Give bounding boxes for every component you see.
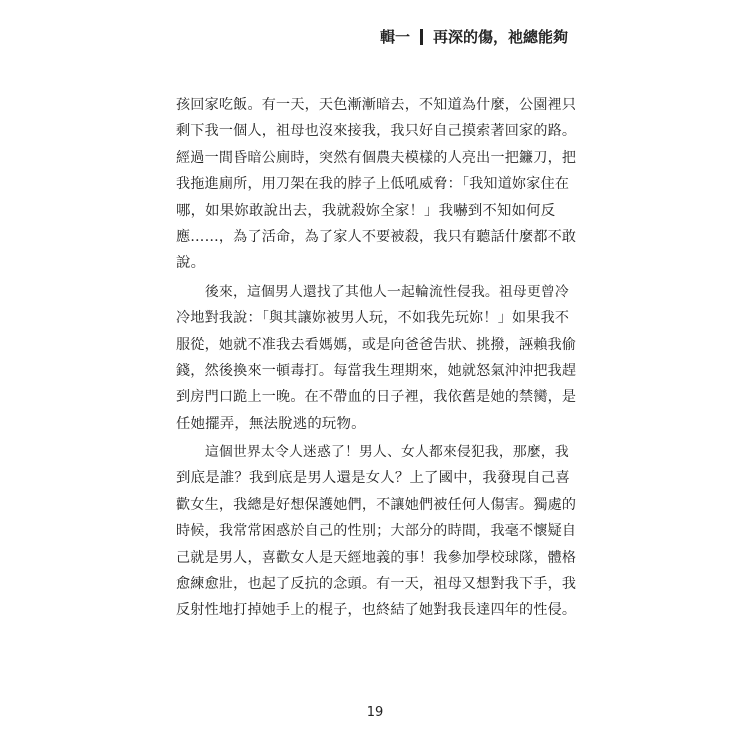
running-header <box>380 26 568 47</box>
text-line: 孩回家吃飯。有一天，天色漸漸暗去，不知道為什麼，公園裡只 <box>176 97 577 113</box>
text-line: 服從，她就不准我去看媽媽，或是向爸爸告狀、挑撥，誣賴我偷 <box>176 336 577 353</box>
text-line: 這個世界太令人迷惑了！男人、女人都來侵犯我，那麼，我 <box>205 444 569 461</box>
text-line: 後來，這個男人還找了其他人一起輪流性侵我。祖母更曾冷 <box>205 283 569 300</box>
body-text <box>176 92 576 624</box>
text-line: 到底是誰？我到底是男人還是女人？上了國中，我發現自己喜 <box>176 470 570 487</box>
page-number: 19 <box>366 705 384 720</box>
paragraph-3 <box>176 439 576 624</box>
text-line: 愈練愈壯，也起了反抗的念頭。有一天，祖母又想對我下手，我 <box>176 576 577 593</box>
header-chapter-title: 再深的傷，祂總能夠 <box>432 28 568 46</box>
paragraph-2 <box>176 279 576 437</box>
text-line: 經過一間昏暗公廁時，突然有個農夫模樣的人亮出一把鐮刀，把 <box>176 149 577 166</box>
text-line: 錢，然後換來一頓毒打。每當我生理期來，她就怒氣沖沖把我趕 <box>176 362 577 379</box>
text-line: 時候，我常常困惑於自己的性別；大部分的時間，我毫不懷疑自 <box>176 523 577 540</box>
header-section: 輯一 <box>379 28 410 46</box>
text-line: 剩下我一個人，祖母也沒來接我，我只好自己摸索著回家的路。 <box>176 123 577 140</box>
header-divider <box>420 29 423 45</box>
text-line: 反射性地打掉她手上的棍子，也終結了她對我長達四年的性侵。 <box>176 602 577 619</box>
text-line: 說。 <box>176 255 206 272</box>
text-line: 任她擺弄，無法脫逃的玩物。 <box>176 415 366 432</box>
text-line: 哪，如果妳敢說出去，我就殺妳全家！」我嚇到不知如何反 <box>176 202 556 219</box>
text-line: 己就是男人，喜歡女人是天經地義的事！我參加學校球隊，體格 <box>176 549 577 566</box>
paragraph-1 <box>176 92 576 277</box>
text-line: 到房門口跪上一晚。在不帶血的日子裡，我依舊是她的禁臠，是 <box>176 389 577 406</box>
text-line: 冷地對我說：「與其讓妳被男人玩，不如我先玩妳！」如果我不 <box>176 310 570 327</box>
text-line: 我拖進廁所，用刀架在我的脖子上低吼威脅：「我知道妳家住在 <box>176 176 570 193</box>
text-line: 歡女生，我總是好想保護她們，不讓她們被任何人傷害。獨處的 <box>176 496 577 513</box>
text-line: 應……，為了活命，為了家人不要被殺，我只有聽話什麼都不敢 <box>176 228 577 245</box>
